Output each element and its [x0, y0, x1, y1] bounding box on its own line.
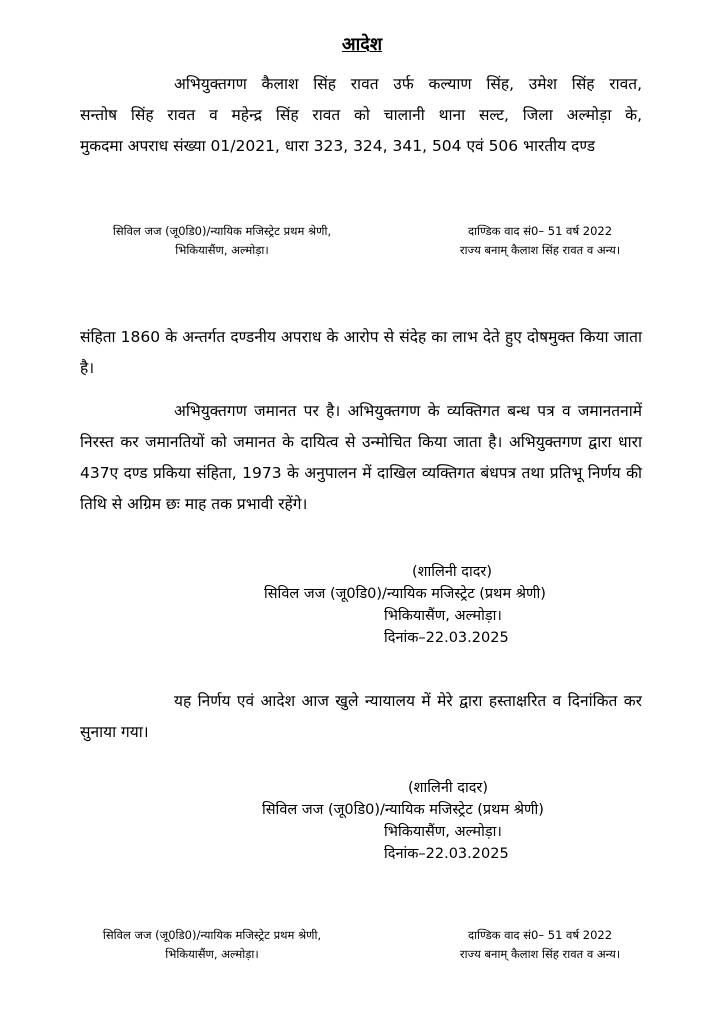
header-right-line2: राज्य बनाम् कैलाश सिंह रावत व अन्य।: [459, 243, 621, 257]
footer-case-number: [420, 926, 660, 964]
header-right-line1: दाण्डिक वाद सं0– 51 वर्ष 2022: [467, 224, 613, 238]
footer-left-line1: सिविल जज (जू0डि0)/न्यायिक मजिस्ट्रेट प्रथम श्रेणी,: [102, 928, 322, 942]
footer-court-designation: [62, 926, 362, 964]
para1-line1: अभियुक्तगण कैलाश सिंह रावत उर्फ कल्याण सिंह, उमेश सिंह रावत,: [174, 75, 642, 93]
para3: अभियुक्तगण जमानत पर है। अभियुक्तगण के व्यक्तिगत बन्ध पत्र व जमानतनामें निरस्त कर जमानतियों को जमानत के दायित्व से उन्मोचित किया जाता है। अभियुक्तगण द्वारा धारा 437ए दण्ड प्रकिया संहिता, 1973 के अनुपालन में दाखिल व्यक्तिगत बंधपत्र तथा प्रतिभू निर्णय की तिथि से अग्रिम छः माह तक प्रभावी रहेंगे।: [80, 402, 642, 513]
signature2-name: (शालिनी दादर): [408, 780, 489, 796]
signature1-place: भिकियासैंण, अल्मोड़ा।: [384, 608, 502, 624]
header-court-designation: [72, 222, 372, 260]
para1-line2: सन्तोष सिंह रावत व महेन्द्र सिंह रावत को चालानी थाना सल्ट, जिला अल्मोड़ा के,: [80, 106, 642, 124]
header-left-line2: भिकियासैंण, अल्मोड़ा।: [175, 243, 269, 257]
signature1-date: दिनांक–22.03.2025: [384, 630, 509, 646]
header-case-number: [420, 222, 660, 260]
footer-left-line2: भिकियासैंण, अल्मोड़ा।: [165, 947, 259, 961]
signature2-designation: सिविल जज (जू0डि0)/न्यायिक मजिस्ट्रेट (प्रथम श्रेणी): [262, 802, 544, 818]
signature1-name: (शालिनी दादर): [412, 564, 493, 580]
para2: संहिता 1860 के अन्तर्गत दण्डनीय अपराध के आरोप से संदेह का लाभ देते हुए दोषमुक्त किया जाता है।: [80, 328, 642, 377]
signature2-date: दिनांक–22.03.2025: [384, 846, 509, 862]
footer-right-line2: राज्य बनाम् कैलाश सिंह रावत व अन्य।: [459, 947, 621, 961]
para4: यह निर्णय एवं आदेश आज खुले न्यायालय में मेरे द्वारा हस्ताक्षरित व दिनांकित कर सुनाया गया।: [80, 692, 642, 741]
footer-right-line1: दाण्डिक वाद सं0– 51 वर्ष 2022: [467, 928, 613, 942]
header-left-line1: सिविल जज (जू0डि0)/न्यायिक मजिस्ट्रेट प्रथम श्रेणी,: [112, 224, 332, 238]
para1-line3: मुकदमा अपराध संख्या 01/2021, धारा 323, 324, 341, 504 एवं 506 भारतीय दण्ड: [80, 137, 595, 155]
signature2-place: भिकियासैंण, अल्मोड़ा।: [384, 824, 502, 840]
order-title: आदेश: [341, 34, 383, 55]
signature1-designation: सिविल जज (जू0डि0)/न्यायिक मजिस्ट्रेट (प्रथम श्रेणी): [264, 586, 546, 602]
